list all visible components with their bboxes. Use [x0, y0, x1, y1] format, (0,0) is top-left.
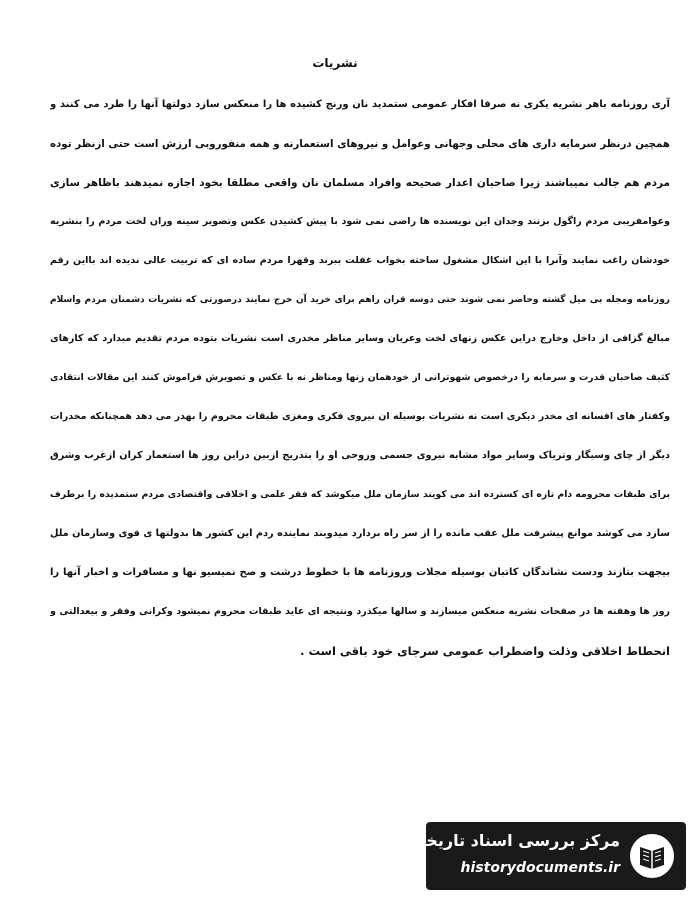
text-line: سازد می کوشد موانع پیشرفت ملل عقب مانده را از سر راه بردارد میدوبند نماینده ردم این کشور ها بدولتها ی قوی وسازمان ملل — [50, 528, 670, 539]
text-line: دیگر از چای وسیگار وتریاک وسایر مواد مشابه نیروی جسمی وروحی او را بتدریج ازبین دراین روز ها استعمار کران ازغرب وشرق — [50, 450, 670, 461]
text-line: برای طبقات محرومه دام تازه ای کسترده اند می کویند سازمان ملل میکوشد که فقر علمی و اخلاقی واقتصادی مردم ستمدیده را برطرف — [50, 489, 670, 500]
text-line: مبالغ گزافی از داخل وخارج دراین عکس زنهای لخت وعریان وسایر مناظر مخدری است نشریات بتوده مردم تقدیم میدارد که کارهای — [50, 333, 670, 344]
text-line: کثیف صاحبان قدرت و سرمایه را درخصوص شهوترانی از خودهمان زنها ومناظر نه با عکس و تصویرش فراموش کنند این مقالات انتقادی — [50, 372, 670, 383]
text-line: مردم هم جالب نمیباشند زیرا صاحبان اعدار صحیحه وافراد مسلمان نان واقعی مطلقا بخود اجازه نمیدهند باظاهر سازی — [50, 177, 670, 189]
text-line: انحطاط اخلاقی وذلت واضطراب عمومی سرجای خود باقی است . — [300, 644, 670, 658]
text-line: روز ها وهفته ها در صفحات نشریه منعکس میسازند و سالها میکذرد ونتیجه ای عاید طبقات محروم نمیشود وکرانی وفقر و بیعدالتی و — [50, 606, 670, 617]
document-title: نشریات — [312, 56, 358, 70]
book-icon — [628, 832, 676, 880]
text-line: وکفتار های افسانه ای مخدر دیکری است نه نشریات بوسیله ان نیروی فکری ومغزی طبقات محروم را بهدر می دهد همچنانکه مخدرات — [50, 411, 670, 422]
text-line: بیجهت بتازند ودست نشاندگان کاتبان بوسیله مجلات وروزنامه ها با خطوط درشت و صح نمیسیو نها و مسافرات و اخبار آنها را — [50, 567, 670, 578]
text-line: خودشان راغب نمایند وآنرا با این اشکال مشغول ساخته بخواب غفلت ببرند وقهرا مردم ساده ای که تربیت عالی ندیده اند بااین رقم — [50, 255, 670, 266]
watermark-logo — [410, 822, 686, 890]
watermark-title: مرکز بررسی اسناد تاریخی — [410, 831, 620, 850]
document-body — [50, 88, 670, 673]
text-line: وعوامفریبی مردم راگول بزنند وجدان این نویسنده ها راضی نمی شود با پیش کشیدن عکس وتصویر سینه وران لخت مردم را بنشریه — [50, 216, 670, 227]
text-line: روزنامه ومجله بی میل گشته وحاضر نمی شوند حتی دوسه قران راهم برای خرید آن خرج نمایند درصورتی که نشریات دشمنان مردم واسلام — [50, 295, 670, 305]
watermark-url: historydocuments.ir — [460, 860, 620, 876]
text-line: همچین درنظر سرمایه داری های محلی وجهانی وعوامل و نیروهای استعمارنه و همه منفوروبی ارزش است حتی ازنظر توده — [50, 138, 670, 150]
text-line: آری روزنامه باهر نشریه یکری نه صرفا افکار عمومی ستمدید نان ورنج کشیده ها را منعکس سازد دولتها آنها را طرد می کنند و — [50, 99, 670, 110]
